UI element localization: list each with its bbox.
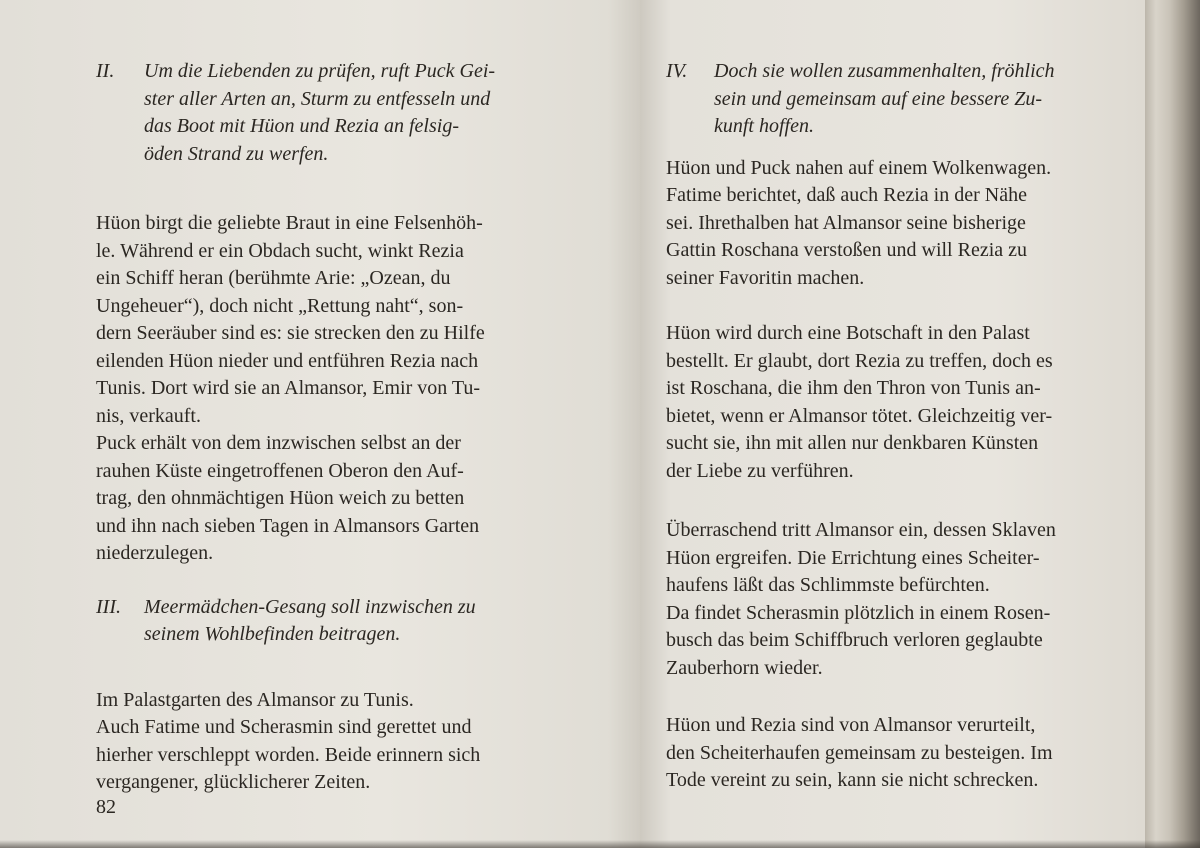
paragraph [96, 430, 568, 568]
text-line: Hüon und Rezia sind von Almansor verurteilt, [666, 714, 1036, 736]
paragraph [666, 517, 1114, 600]
text-line: seinem Wohlbefinden beitragen. [144, 623, 401, 645]
text-line: Meermädchen-Gesang soll inzwischen zu [144, 595, 476, 618]
text-line: vergangener, glücklicherer Zeiten. [96, 771, 371, 793]
text-line: bestellt. Er glaubt, dort Rezia zu treffen, doch es [666, 349, 1053, 372]
text-line: nis, verkauft. [96, 404, 201, 427]
text-line: Tode vereint zu sein, kann sie nicht schrecken. [666, 769, 1039, 791]
paragraph [666, 600, 1114, 683]
text-line: das Boot mit Hüon und Rezia an felsig- [144, 115, 459, 137]
act-heading-2 [96, 58, 568, 168]
act-summary [144, 594, 568, 649]
text-line: le. Während er ein Obdach sucht, winkt Rezia [96, 239, 464, 262]
right-column [666, 58, 1114, 795]
text-line: Puck erhält von dem inzwischen selbst an der [96, 432, 461, 454]
text-line: Gattin Roschana verstoßen und will Rezia zu [666, 239, 1028, 261]
text-line: Im Palastgarten des Almansor zu Tunis. [96, 688, 414, 711]
act-heading-4 [666, 58, 1114, 141]
left-column [96, 58, 568, 797]
text-line: Fatime berichtet, daß auch Rezia in der Nähe [666, 184, 1027, 206]
bottom-shadow [0, 840, 1200, 848]
text-line: Ungeheuer“), doch nicht „Rettung naht“, son- [96, 294, 464, 317]
paragraph [96, 687, 568, 797]
paragraph [666, 320, 1114, 485]
text-line: rauhen Küste eingetroffenen Oberon den Auf- [96, 459, 464, 482]
act-summary [714, 58, 1114, 141]
text-line: ist Roschana, die ihm den Thron von Tunis an- [666, 377, 1041, 399]
paragraph [96, 210, 568, 430]
text-line: Hüon wird durch eine Botschaft in den Palast [666, 322, 1030, 344]
text-line: Hüon ergreifen. Die Errichtung eines Scheiter- [666, 546, 1040, 569]
text-line: Hüon birgt die geliebte Braut in eine Felsenhöh- [96, 212, 483, 234]
act-heading-3 [96, 594, 568, 649]
text-line: Doch sie wollen zusammenhalten, fröhlich [714, 60, 1055, 82]
paragraph [666, 155, 1114, 293]
page-edges [1145, 0, 1200, 848]
text-line: Zauberhorn wieder. [666, 656, 823, 679]
text-line: Tunis. Dort wird sie an Almansor, Emir von Tu- [96, 377, 481, 399]
page-number: 82 [96, 796, 116, 818]
text-line: Überraschend tritt Almansor ein, dessen Sklaven [666, 519, 1056, 541]
act-numeral: III. [96, 595, 121, 618]
text-line: Da findet Scherasmin plötzlich in einem Rosen- [666, 601, 1051, 624]
text-line: Auch Fatime und Scherasmin sind gerettet und [96, 716, 472, 738]
text-line: seiner Favoritin machen. [666, 266, 865, 289]
text-line: ster aller Arten an, Sturm zu entfesseln und [144, 87, 491, 110]
text-line: den Scheiterhaufen gemeinsam zu besteigen. Im [666, 741, 1053, 764]
text-line: niederzulegen. [96, 542, 214, 564]
text-line: ein Schiff heran (berühmte Arie: „Ozean, du [96, 267, 451, 289]
text-line: hierher verschleppt worden. Beide erinnern sich [96, 743, 481, 766]
text-line: und ihn nach sieben Tagen in Almansors Garten [96, 514, 480, 537]
text-line: Um die Liebenden zu prüfen, ruft Puck Gei- [144, 60, 496, 82]
text-line: bietet, wenn er Almansor tötet. Gleichzeitig ver- [666, 404, 1053, 427]
text-line: trag, den ohnmächtigen Hüon weich zu betten [96, 487, 465, 509]
text-line: haufens läßt das Schlimmste befürchten. [666, 574, 990, 596]
text-line: Hüon und Puck nahen auf einem Wolkenwagen. [666, 156, 1052, 179]
act-numeral: IV. [666, 60, 688, 82]
text-line: busch das beim Schiffbruch verloren geglaubte [666, 629, 1043, 651]
act-numeral: II. [96, 60, 115, 82]
paragraph [666, 712, 1114, 795]
text-line: der Liebe zu verführen. [666, 459, 854, 482]
act-summary [144, 58, 568, 168]
text-line: kunft hoffen. [714, 115, 814, 137]
text-line: öden Strand zu werfen. [144, 142, 329, 165]
text-line: sei. Ihrethalben hat Almansor seine bisherige [666, 211, 1026, 234]
text-line: sucht sie, ihn mit allen nur denkbaren Künsten [666, 432, 1039, 454]
text-line: eilenden Hüon nieder und entführen Rezia nach [96, 349, 479, 372]
text-line: sein und gemeinsam auf eine bessere Zu- [714, 87, 1043, 110]
text-line: dern Seeräuber sind es: sie strecken den zu Hilfe [96, 322, 485, 344]
